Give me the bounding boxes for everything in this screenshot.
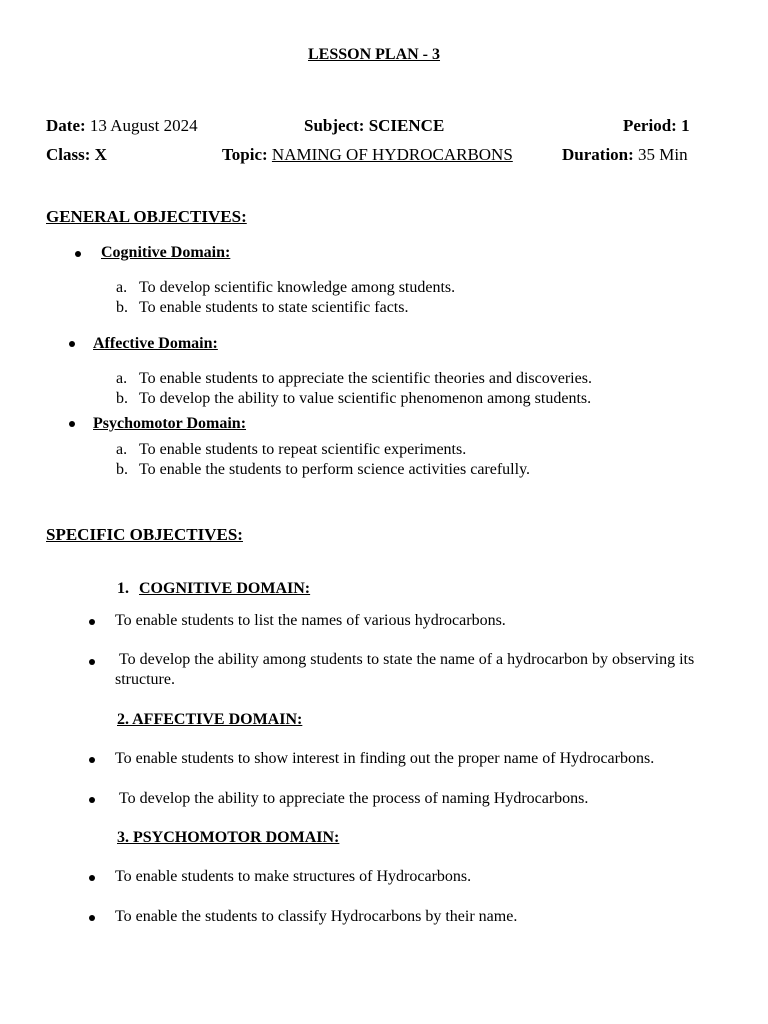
list-item: To enable students to state scientific facts. <box>139 299 409 316</box>
class-value: X <box>94 145 107 164</box>
period-field <box>623 116 690 136</box>
general-psychomotor-heading: Psychomotor Domain: <box>93 415 247 432</box>
duration-field <box>562 145 688 165</box>
specific-affective-heading: 2. AFFECTIVE DOMAIN: <box>117 711 303 728</box>
specific-psychomotor-heading: 3. PSYCHOMOTOR DOMAIN: <box>117 829 340 846</box>
list-item: To enable students to appreciate the scientific theories and discoveries. <box>139 370 592 387</box>
bullet-icon <box>75 251 81 257</box>
list-item: To develop the ability to appreciate the process of naming Hydrocarbons. <box>119 790 589 807</box>
subject-label: Subject: <box>304 116 365 135</box>
specific-cognitive-number: 1. <box>117 580 129 597</box>
general-objectives-heading: GENERAL OBJECTIVES: <box>46 207 247 226</box>
list-marker: a. <box>116 279 128 296</box>
bullet-icon <box>89 875 95 881</box>
period-value: 1 <box>681 116 690 135</box>
list-marker: b. <box>116 461 128 478</box>
list-item: To enable students to repeat scientific experiments. <box>139 441 467 458</box>
list-item: To develop the ability to value scientific phenomenon among students. <box>139 390 592 407</box>
list-item: To enable the students to classify Hydrocarbons by their name. <box>115 908 518 925</box>
topic-value: NAMING OF HYDROCARBONS <box>271 145 513 164</box>
page-title: LESSON PLAN - 3 <box>307 46 441 63</box>
bullet-icon <box>69 341 75 347</box>
list-item: To enable the students to perform science activities carefully. <box>139 461 531 478</box>
bullet-icon <box>89 757 95 763</box>
duration-label: Duration: <box>562 145 634 164</box>
duration-value: 35 Min <box>638 145 688 164</box>
bullet-icon <box>89 915 95 921</box>
class-field <box>46 145 107 165</box>
list-item: To enable students to list the names of various hydrocarbons. <box>115 612 506 629</box>
list-marker: a. <box>116 441 128 458</box>
list-marker: b. <box>116 390 128 407</box>
list-item: To develop scientific knowledge among students. <box>139 279 456 296</box>
bullet-icon <box>89 797 95 803</box>
date-field <box>46 116 198 136</box>
period-label: Period: <box>623 116 677 135</box>
bullet-icon <box>69 421 75 427</box>
specific-objectives-heading: SPECIFIC OBJECTIVES: <box>46 525 243 544</box>
general-affective-heading: Affective Domain: <box>93 335 218 352</box>
list-marker: a. <box>116 370 128 387</box>
list-marker: b. <box>116 299 128 316</box>
list-item: To enable students to show interest in finding out the proper name of Hydrocarbons. <box>115 750 655 767</box>
topic-field <box>222 145 513 165</box>
bullet-icon <box>89 619 95 625</box>
subject-value: SCIENCE <box>368 116 445 135</box>
date-label: Date: <box>46 116 86 135</box>
bullet-icon <box>89 659 95 665</box>
list-item: To develop the ability among students to state the name of a hydrocarbon by observing its structure. <box>115 651 695 688</box>
list-item: To enable students to make structures of Hydrocarbons. <box>115 868 472 885</box>
date-value: 13 August 2024 <box>89 116 198 135</box>
topic-label: Topic: <box>222 145 268 164</box>
class-label: Class: <box>46 145 91 164</box>
specific-cognitive-heading: COGNITIVE DOMAIN: <box>139 580 311 597</box>
general-cognitive-heading: Cognitive Domain: <box>101 244 231 261</box>
subject-field <box>304 116 444 136</box>
